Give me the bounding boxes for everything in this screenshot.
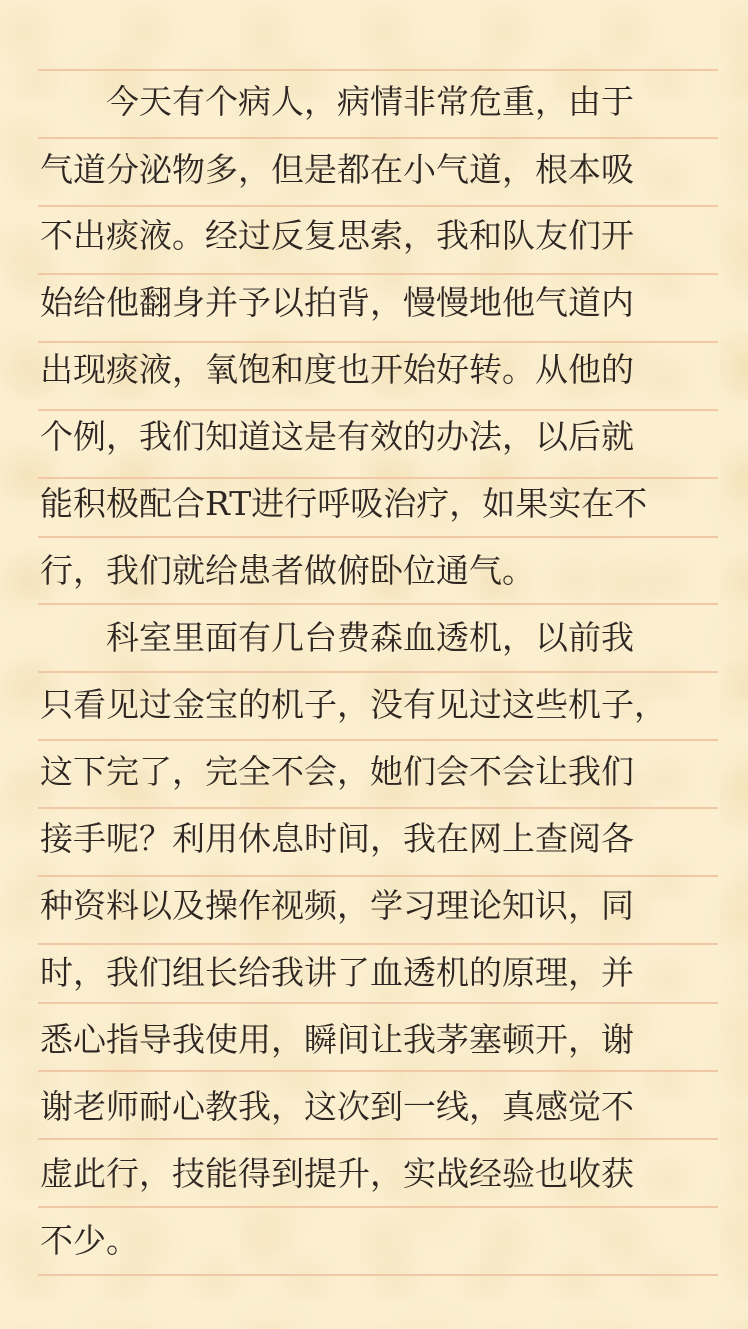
text-line: 只看见过金宝的机子，没有见过这些机子， [40, 685, 667, 724]
text-line: 悉心指导我使用，瞬间让我茅塞顿开，谢 [40, 1020, 634, 1059]
text-line: 出现痰液，氧饱和度也开始好转。从他的 [40, 350, 634, 389]
text-line: 这下完了，完全不会，她们会不会让我们 [40, 752, 634, 791]
text-line: 行，我们就给患者做俯卧位通气。 [40, 551, 535, 590]
ruled-line [38, 671, 718, 673]
ruled-line [38, 1274, 718, 1276]
ruled-line [38, 1206, 718, 1208]
text-line: 个例，我们知道这是有效的办法，以后就 [40, 417, 634, 456]
text-line: 今天有个病人，病情非常危重，由于 [40, 82, 634, 121]
text-line: 科室里面有几台费森血透机，以前我 [40, 618, 634, 657]
ruled-line [38, 536, 718, 538]
ruled-line [38, 69, 718, 71]
ruled-line [38, 1070, 718, 1072]
ruled-line [38, 137, 718, 139]
ruled-line [38, 875, 718, 877]
text-line: 不出痰液。经过反复思索，我和队友们开 [40, 216, 634, 255]
text-line: 气道分泌物多，但是都在小气道，根本吸 [40, 150, 634, 189]
text-line: 虚此行，技能得到提升，实战经验也收获 [40, 1154, 634, 1193]
text-line: 种资料以及操作视频，学习理论知识，同 [40, 886, 634, 925]
text-line: 接手呢？利用休息时间，我在网上查阅各 [40, 819, 634, 858]
text-line: 始给他翻身并予以拍背，慢慢地他气道内 [40, 283, 634, 322]
text-line: 不少。 [40, 1221, 139, 1260]
text-line: 能积极配合RT进行呼吸治疗，如果实在不 [40, 484, 648, 523]
ruled-line [38, 807, 718, 809]
ruled-line [38, 1002, 718, 1004]
ruled-line [38, 1138, 718, 1140]
text-line: 时，我们组长给我讲了血透机的原理，并 [40, 953, 634, 992]
ruled-line [38, 205, 718, 207]
ruled-line [38, 739, 718, 741]
text-line: 谢老师耐心教我，这次到一线，真感觉不 [40, 1087, 634, 1126]
ruled-line [38, 603, 718, 605]
